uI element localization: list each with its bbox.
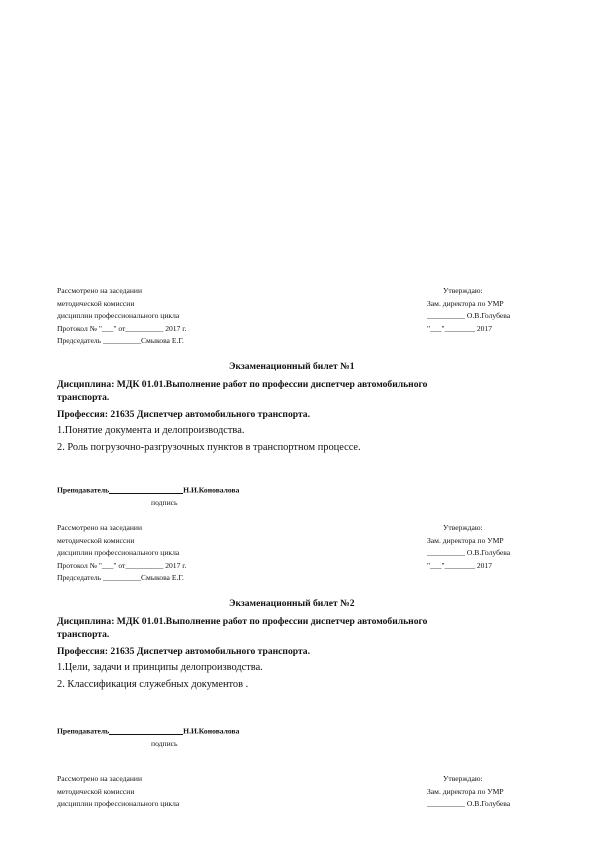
approve-date-line: "___"________ 2017 bbox=[427, 561, 493, 570]
teacher-name: Н.И.Коновалова bbox=[183, 726, 240, 736]
signature-caption: подпись bbox=[151, 739, 178, 748]
discipline-line: Дисциплина: МДК 01.01.Выполнение работ по профессии диспетчер автомобильного bbox=[57, 616, 428, 627]
approver-signature-line: __________ О.В.Голубева bbox=[427, 548, 511, 557]
deputy-director-line: Зам. директора по УМР bbox=[427, 536, 504, 545]
commission-line-2: методической комиссии bbox=[57, 299, 135, 308]
discipline-line: Дисциплина: МДК 01.01.Выполнение работ по профессии диспетчер автомобильного bbox=[57, 379, 428, 390]
commission-line-1: Рассмотрено на заседании bbox=[57, 523, 143, 532]
question-1: 1.Понятие документа и делопроизводства. bbox=[57, 425, 245, 436]
teacher-signature-line bbox=[109, 485, 183, 494]
signature-caption: подпись bbox=[151, 498, 178, 507]
commission-line-3: дисциплин профессионального цикла bbox=[57, 548, 180, 557]
question-2: 2. Роль погрузочно-разгрузочных пунктов в транспортном процессе. bbox=[57, 442, 361, 453]
discipline-line-cont: транспорта. bbox=[57, 392, 110, 403]
chairman-line: Председатель __________Смыкова Е.Г. bbox=[57, 573, 184, 582]
deputy-director-line: Зам. директора по УМР bbox=[427, 299, 504, 308]
approve-date-line: "___"________ 2017 bbox=[427, 324, 493, 333]
chairman-line: Председатель __________Смыкова Е.Г. bbox=[57, 336, 184, 345]
ticket-title: Экзаменационный билет №2 bbox=[229, 598, 355, 609]
commission-line-2: методической комиссии bbox=[57, 787, 135, 796]
teacher-signature-row bbox=[57, 485, 239, 494]
deputy-director-line: Зам. директора по УМР bbox=[427, 787, 504, 796]
commission-line-3: дисциплин профессионального цикла bbox=[57, 799, 180, 808]
teacher-signature-line bbox=[109, 726, 183, 735]
profession-line: Профессия: 21635 Диспетчер автомобильного транспорта. bbox=[57, 409, 310, 420]
teacher-name: Н.И.Коновалова bbox=[183, 485, 240, 495]
question-1: 1.Цели, задачи и принципы делопроизводства. bbox=[57, 662, 263, 673]
protocol-line: Протокол № "___" от__________ 2017 г. bbox=[57, 324, 187, 333]
commission-line-2: методической комиссии bbox=[57, 536, 135, 545]
approve-label: Утверждаю: bbox=[443, 286, 483, 295]
commission-line-1: Рассмотрено на заседании bbox=[57, 286, 143, 295]
ticket-title: Экзаменационный билет №1 bbox=[229, 361, 355, 372]
approver-signature-line: __________ О.В.Голубева bbox=[427, 311, 511, 320]
teacher-label: Преподаватель bbox=[57, 726, 110, 736]
teacher-label: Преподаватель bbox=[57, 485, 110, 495]
approve-label: Утверждаю: bbox=[443, 523, 483, 532]
profession-line: Профессия: 21635 Диспетчер автомобильного транспорта. bbox=[57, 646, 310, 657]
approve-label: Утверждаю: bbox=[443, 774, 483, 783]
discipline-line-cont: транспорта. bbox=[57, 629, 110, 640]
protocol-line: Протокол № "___" от__________ 2017 г. bbox=[57, 561, 187, 570]
commission-line-1: Рассмотрено на заседании bbox=[57, 774, 143, 783]
commission-line-3: дисциплин профессионального цикла bbox=[57, 311, 180, 320]
approver-signature-line: __________ О.В.Голубева bbox=[427, 799, 511, 808]
teacher-signature-row bbox=[57, 726, 239, 735]
question-2: 2. Классификация служебных документов . bbox=[57, 679, 249, 690]
